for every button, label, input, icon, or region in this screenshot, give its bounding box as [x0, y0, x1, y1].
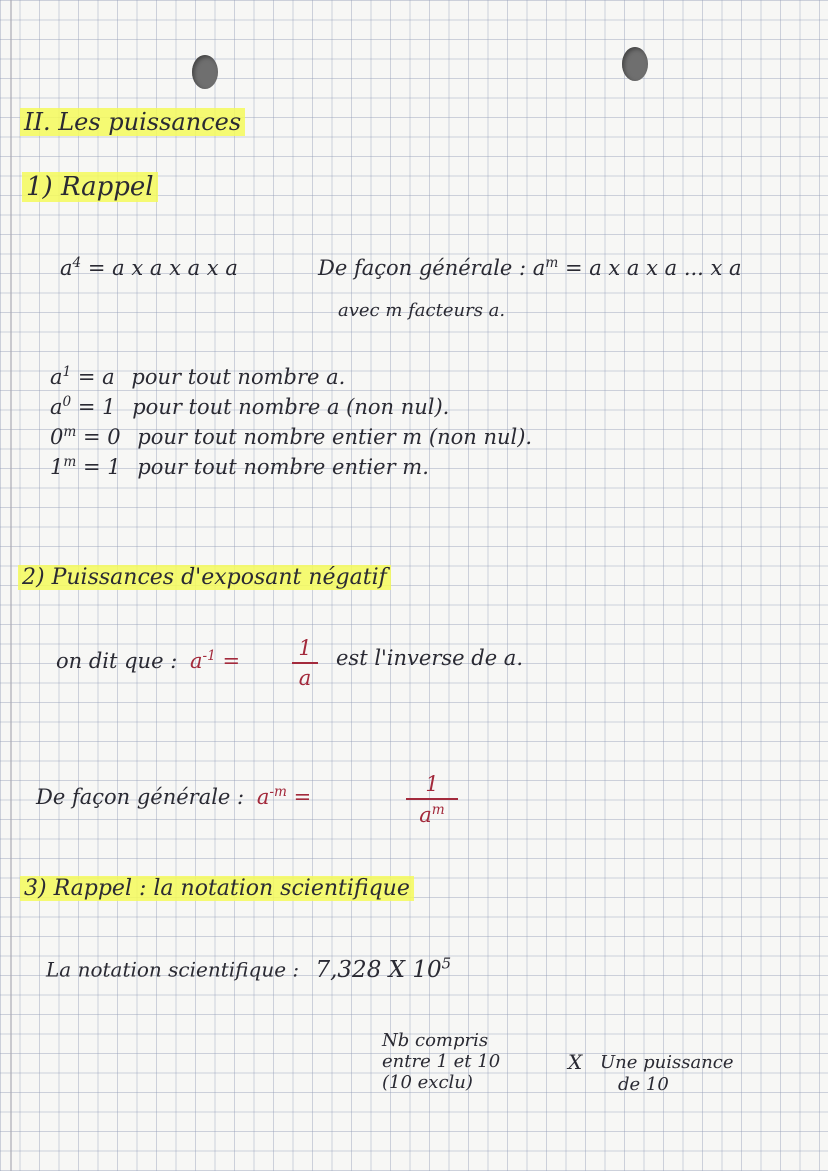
- example-power: $a^4 = a$ x a x a x a: [60, 255, 238, 280]
- inverse-text: est l'inverse de a.: [336, 646, 524, 670]
- general-definition: De façon générale : $a^m = a$ x a x a ... x a: [318, 255, 742, 280]
- heading-rappel: 1) Rappel: [22, 172, 158, 202]
- punch-hole-left: [192, 55, 218, 89]
- punch-hole-right: [622, 47, 648, 81]
- scientific-notation-line: La notation scientifique : 7,328 X $10^5$: [46, 954, 452, 983]
- negative-general: De façon générale : $a^{-m}$ =: [36, 784, 312, 809]
- negative-definition: on dit que : $a^{-1}$ =: [56, 648, 241, 673]
- fraction-one-over-a-m: 1 $a^m$: [406, 772, 458, 827]
- rule-row: 0$^m$ = 0 pour tout nombre entier m (non nul).: [50, 424, 533, 449]
- note-power: Une puissance de 10: [600, 1052, 734, 1095]
- margin-line: [10, 0, 12, 1171]
- fraction-one-over-a: 1 a: [292, 636, 318, 690]
- heading-scientific-notation: 3) Rappel : la notation scientifique: [20, 876, 414, 901]
- rule-row: 1$^m$ = 1 pour tout nombre entier m.: [50, 454, 429, 479]
- section-title: II. Les puissances: [20, 108, 245, 136]
- general-definition-sub: avec m facteurs a.: [338, 300, 506, 321]
- rule-row: $a^0 = 1$ pour tout nombre a (non nul).: [50, 394, 450, 419]
- rule-row: $a^1 = a$ pour tout nombre a.: [50, 364, 346, 389]
- note-mantissa: Nb compris entre 1 et 10 (10 exclu): [382, 1030, 501, 1093]
- times-sign: X: [568, 1050, 583, 1074]
- heading-negative-exponent: 2) Puissances d'exposant négatif: [18, 565, 391, 590]
